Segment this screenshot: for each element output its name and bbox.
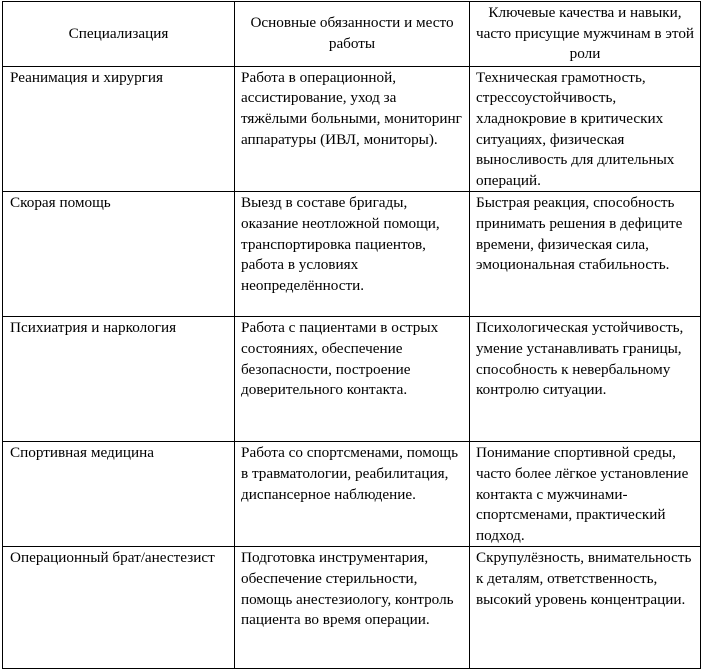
table-row — [3, 442, 701, 547]
cell-qualities: Понимание спортивной среды, часто более лёгкое установление контакта с мужчинами-спортсменами, практический подход. — [470, 442, 701, 547]
cell-specialization: Психиатрия и наркология — [3, 317, 235, 442]
cell-specialization: Скорая помощь — [3, 192, 235, 317]
cell-specialization: Спортивная медицина — [3, 442, 235, 547]
cell-qualities: Скрупулёзность, внимательность к деталям, ответственность, высокий уровень концентрации. — [470, 547, 701, 669]
table-row — [3, 317, 701, 442]
header-specialization: Специализация — [3, 2, 235, 67]
cell-qualities: Техническая грамотность, стрессоустойчивость, хладнокровие в критических ситуациях, физическая выносливость для длительных операций. — [470, 66, 701, 192]
table-row — [3, 192, 701, 317]
cell-qualities: Быстрая реакция, способность принимать решения в дефиците времени, физическая сила, эмоциональная стабильность. — [470, 192, 701, 317]
table-header-row — [3, 2, 701, 67]
header-duties: Основные обязанности и место работы — [235, 2, 470, 67]
cell-duties: Работа в операционной, ассистирование, уход за тяжёлыми больными, мониторинг аппаратуры (ИВЛ, мониторы). — [235, 66, 470, 192]
cell-duties: Работа с пациентами в острых состояниях, обеспечение безопасности, построение доверительного контакта. — [235, 317, 470, 442]
table-row — [3, 66, 701, 192]
cell-specialization: Операционный брат/анестезист — [3, 547, 235, 669]
cell-duties: Выезд в составе бригады, оказание неотложной помощи, транспортировка пациентов, работа в условиях неопределённости. — [235, 192, 470, 317]
specialization-table — [2, 1, 701, 669]
header-qualities: Ключевые качества и навыки, часто присущие мужчинам в этой роли — [470, 2, 701, 67]
cell-specialization: Реанимация и хирургия — [3, 66, 235, 192]
cell-qualities: Психологическая устойчивость, умение устанавливать границы, способность к невербальному контролю ситуации. — [470, 317, 701, 442]
cell-duties: Подготовка инструментария, обеспечение стерильности, помощь анестезиологу, контроль пациента во время операции. — [235, 547, 470, 669]
cell-duties: Работа со спортсменами, помощь в травматологии, реабилитация, диспансерное наблюдение. — [235, 442, 470, 547]
table-row — [3, 547, 701, 669]
